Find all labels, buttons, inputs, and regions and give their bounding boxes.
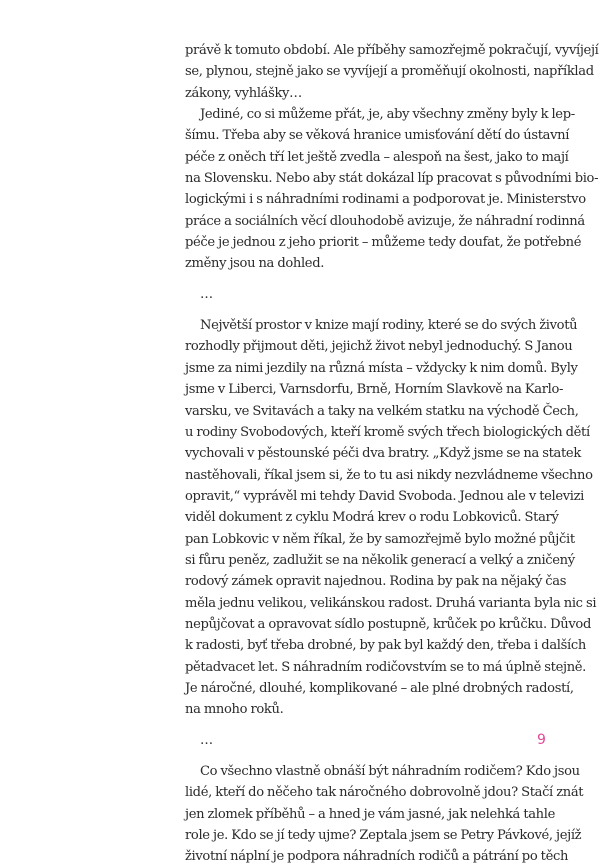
text-line: jen zlomek příběhů – a hned je vám jasné, jak nelehká tahle bbox=[185, 806, 556, 822]
section-break-ellipsis: … bbox=[200, 286, 213, 302]
text-line: právě k tomuto období. Ale příběhy samozřejmě pokračují, vyvíjejí bbox=[185, 43, 599, 58]
text-line: Největší prostor v knize mají rodiny, které se do svých životů bbox=[200, 318, 578, 334]
text-line: u rodiny Svobodových, kteří kromě svých třech biologických dětí bbox=[185, 424, 590, 440]
text-line: nepůjčovat a opravovat sídlo postupně, krůček po krůčku. Důvod bbox=[185, 616, 591, 632]
text-line: měla jednu velikou, velikánskou radost. Druhá varianta byla nic si bbox=[185, 595, 597, 611]
section-break-ellipsis: … bbox=[200, 732, 213, 748]
page-number: 9 bbox=[537, 732, 546, 748]
text-line: Co všechno vlastně obnáší být náhradním rodičem? Kdo jsou bbox=[200, 764, 580, 779]
text-line: péče je jednou z jeho priorit – můžeme tedy doufat, že potřebné bbox=[185, 235, 582, 251]
paragraph-families bbox=[185, 315, 597, 721]
text-line: jsme v Liberci, Varnsdorfu, Brně, Horním Slavkově na Karlo- bbox=[185, 382, 564, 398]
text-line: nastěhovali, říkal jsem si, že to tu asi nikdy nezvládneme všechno bbox=[185, 467, 593, 483]
text-line: pan Lobkovic v něm říkal, že by samozřejmě bylo možné půjčit bbox=[185, 531, 575, 547]
paragraph-wishes bbox=[185, 104, 599, 275]
text-line: na mnoho roků. bbox=[185, 702, 284, 718]
text-line: zákony, vyhlášky… bbox=[185, 85, 302, 101]
text-line: lidé, kteří do něčeho tak náročného dobrovolně jdou? Stačí znát bbox=[185, 785, 584, 801]
text-line: životní náplní je podpora náhradních rodičů a pátrání po těch bbox=[185, 849, 569, 865]
text-line: na Slovensku. Nebo aby stát dokázal líp pracovat s původními bio- bbox=[185, 171, 599, 187]
text-line: změny jsou na dohled. bbox=[185, 256, 325, 272]
text-line: logickými i s náhradními rodinami a podporovat je. Ministerstvo bbox=[185, 192, 586, 208]
text-line: Je náročné, dlouhé, komplikované – ale plné drobných radostí, bbox=[185, 680, 574, 696]
text-line: viděl dokument z cyklu Modrá krev o rodu Lobkoviců. Starý bbox=[185, 510, 559, 526]
text-line: rodový zámek opravit najednou. Rodina by pak na nějaký čas bbox=[185, 574, 567, 590]
text-line: vychovali v pěstounské péči dva bratry. „Když jsme se na statek bbox=[185, 446, 581, 462]
text-line: jsme za nimi jezdily na různá místa – vždycky k nim domů. Byly bbox=[185, 360, 578, 376]
text-line: rozhodly přijmout děti, jejichž život nebyl jednoduchý. S Janou bbox=[185, 339, 573, 355]
text-line: si fůru peněz, zadlužit se na několik generací a velký a zničený bbox=[185, 552, 575, 568]
book-page-text bbox=[185, 40, 599, 868]
text-line: k radosti, byť třeba drobné, by pak byl každý den, třeba i dalších bbox=[185, 638, 586, 654]
text-line: Jediné, co si můžeme přát, je, aby všechny změny byly k lep- bbox=[200, 107, 575, 123]
text-line: pětadvacet let. S náhradním rodičovstvím se to má úplně stejně. bbox=[185, 659, 586, 675]
text-line: se, plynou, stejně jako se vyvíjejí a proměňují okolnosti, například bbox=[185, 64, 594, 80]
text-line: práce a sociálních věcí dlouhodobě avizuje, že náhradní rodinná bbox=[185, 213, 585, 229]
paragraph-continuation bbox=[185, 40, 599, 104]
text-line: opravit,“ vyprávěl mi tehdy David Svoboda. Jednou ale v televizi bbox=[185, 488, 585, 504]
text-line: role je. Kdo se jí tedy ujme? Zeptala jsem se Petry Pávkové, jejíž bbox=[185, 828, 582, 844]
paragraph-questions bbox=[185, 761, 584, 868]
text-line: varsku, ve Svitavách a taky na velkém statku na východě Čech, bbox=[185, 403, 579, 419]
text-line: péče z oněch tří let ještě zvedla – alespoň na šest, jako to mají bbox=[185, 149, 569, 165]
text-line: šímu. Třeba aby se věková hranice umisťování dětí do ústavní bbox=[185, 128, 570, 144]
